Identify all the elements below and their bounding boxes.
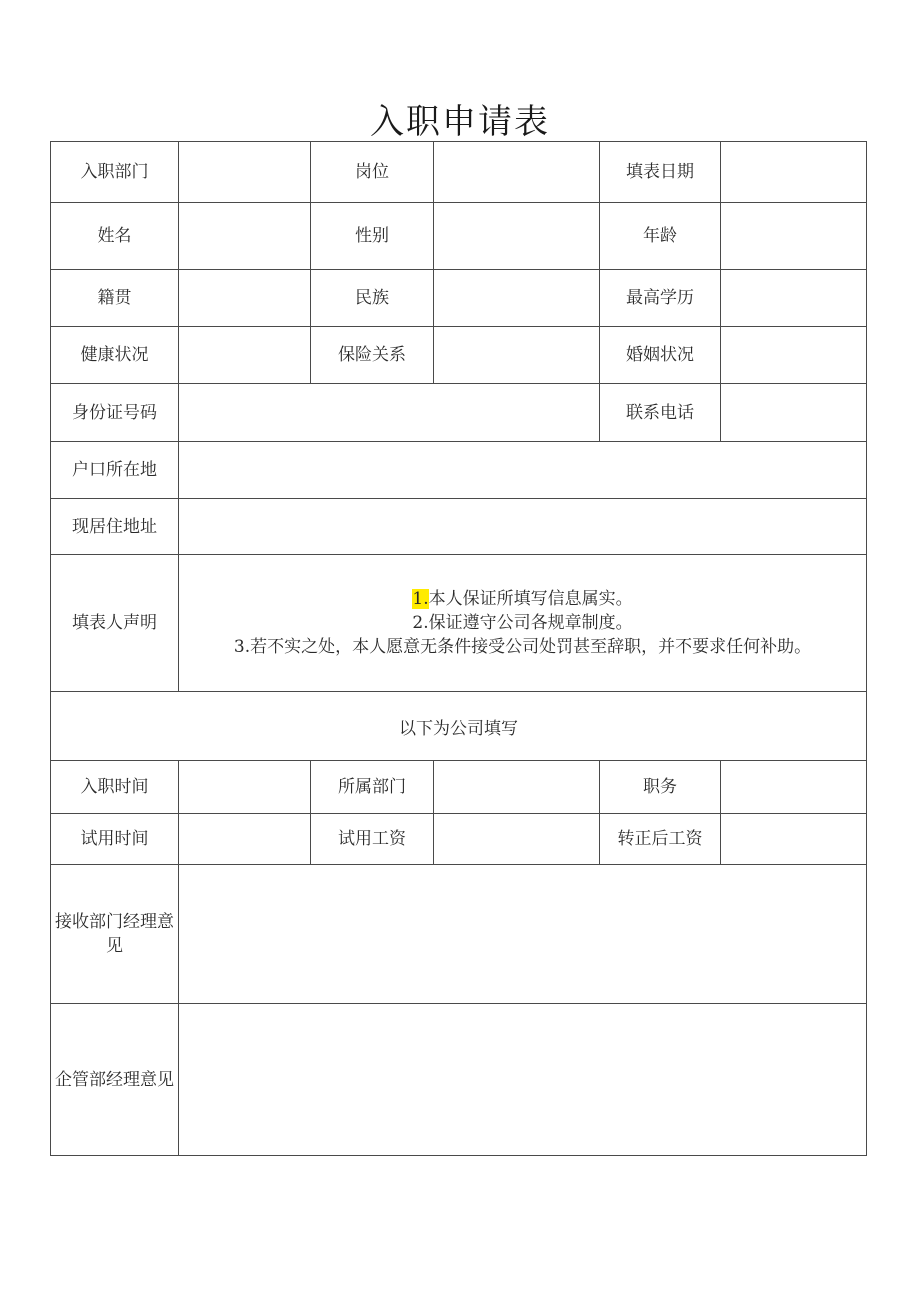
table-row: [51, 384, 867, 442]
field-entry-time[interactable]: [179, 761, 311, 814]
table-row: [51, 555, 867, 692]
field-ethnicity[interactable]: [434, 270, 600, 327]
field-fill-date[interactable]: [721, 142, 867, 203]
label-dept: 入职部门: [51, 142, 179, 203]
field-id-number[interactable]: [179, 384, 600, 442]
label-address: 现居住地址: [51, 499, 179, 555]
table-row: [51, 270, 867, 327]
declaration-content: [179, 555, 867, 692]
label-age: 年龄: [600, 203, 721, 270]
table-row: [51, 692, 867, 761]
highlight-number: 1.: [412, 589, 429, 609]
table-row: [51, 865, 867, 1004]
label-duty: 职务: [600, 761, 721, 814]
label-trial-salary: 试用工资: [311, 814, 434, 865]
field-dept-manager-opinion[interactable]: [179, 865, 867, 1004]
declaration-line-2: 2.保证遵守公司各规章制度。: [412, 613, 633, 633]
declaration-line-1: [179, 587, 866, 611]
field-native-place[interactable]: [179, 270, 311, 327]
field-health[interactable]: [179, 327, 311, 384]
field-dept[interactable]: [179, 142, 311, 203]
table-row: [51, 327, 867, 384]
label-insurance: 保险关系: [311, 327, 434, 384]
field-gender[interactable]: [434, 203, 600, 270]
label-fill-date: 填表日期: [600, 142, 721, 203]
label-marital: 婚姻状况: [600, 327, 721, 384]
declaration-line-1-text: 本人保证所填写信息属实。: [428, 589, 633, 609]
field-name[interactable]: [179, 203, 311, 270]
label-trial-time: 试用时间: [51, 814, 179, 865]
field-belong-dept[interactable]: [434, 761, 600, 814]
label-name: 姓名: [51, 203, 179, 270]
table-row: [51, 203, 867, 270]
field-duty[interactable]: [721, 761, 867, 814]
declaration-line-3: 3.若不实之处，本人愿意无条件接受公司处罚甚至辞职，并不要求任何补助。: [233, 637, 812, 657]
field-post[interactable]: [434, 142, 600, 203]
table-row: [51, 761, 867, 814]
field-phone[interactable]: [721, 384, 867, 442]
label-hukou: 户口所在地: [51, 442, 179, 499]
field-regular-salary[interactable]: [721, 814, 867, 865]
label-post: 岗位: [311, 142, 434, 203]
label-health: 健康状况: [51, 327, 179, 384]
field-age[interactable]: [721, 203, 867, 270]
field-marital[interactable]: [721, 327, 867, 384]
label-gender: 性别: [311, 203, 434, 270]
table-row: [51, 442, 867, 499]
label-id-number: 身份证号码: [51, 384, 179, 442]
label-belong-dept: 所属部门: [311, 761, 434, 814]
label-ethnicity: 民族: [311, 270, 434, 327]
table-row: [51, 814, 867, 865]
table-row: [51, 142, 867, 203]
field-hr-manager-opinion[interactable]: [179, 1004, 867, 1156]
label-phone: 联系电话: [600, 384, 721, 442]
field-address[interactable]: [179, 499, 867, 555]
label-entry-time: 入职时间: [51, 761, 179, 814]
table-row: [51, 499, 867, 555]
field-trial-time[interactable]: [179, 814, 311, 865]
table-row: [51, 1004, 867, 1156]
label-native-place: 籍贯: [51, 270, 179, 327]
company-section-header: 以下为公司填写: [51, 692, 867, 761]
label-declaration: 填表人声明: [51, 555, 179, 692]
label-dept-manager-opinion: 接收部门经理意见: [51, 865, 179, 1004]
label-regular-salary: 转正后工资: [600, 814, 721, 865]
application-form-table: [50, 141, 867, 1156]
label-education: 最高学历: [600, 270, 721, 327]
field-trial-salary[interactable]: [434, 814, 600, 865]
label-hr-manager-opinion: 企管部经理意见: [51, 1004, 179, 1156]
field-insurance[interactable]: [434, 327, 600, 384]
field-education[interactable]: [721, 270, 867, 327]
field-hukou[interactable]: [179, 442, 867, 499]
page-title: 入职申请表: [370, 102, 550, 142]
